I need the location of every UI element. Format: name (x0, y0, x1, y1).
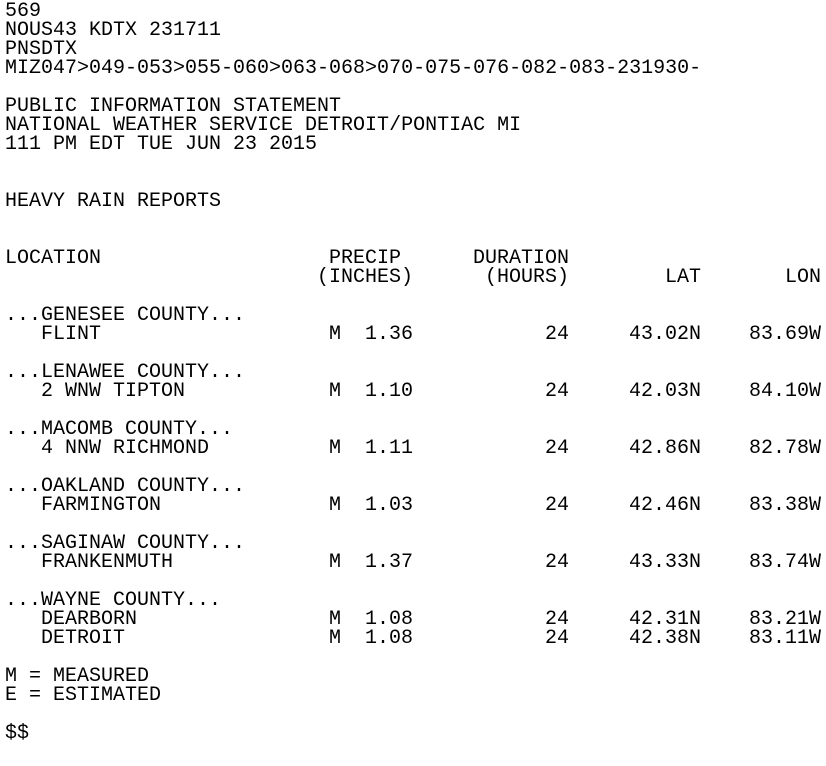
report-lon: 84.10W (748, 380, 821, 403)
report-duration: 24 (544, 437, 569, 460)
report-precip: 1.11 (364, 437, 413, 460)
issuing-office: NATIONAL WEATHER SERVICE DETROIT/PONTIAC MI (5, 114, 522, 137)
column-header-precip-unit: (INCHES) (317, 266, 414, 289)
column-header-duration: DURATION (473, 247, 570, 270)
issue-time: 111 PM EDT TUE JUN 23 2015 (5, 133, 318, 156)
report-type: M (329, 627, 342, 650)
column-header-location: LOCATION (5, 247, 102, 270)
report-precip: 1.08 (364, 627, 413, 650)
report-lon: 83.74W (748, 551, 821, 574)
legend-estimated: E = ESTIMATED (5, 684, 162, 707)
wmo-header: NOUS43 KDTX 231711 (5, 19, 222, 42)
county-heading: ...SAGINAW COUNTY... (5, 532, 246, 555)
report-lat: 42.31N (628, 608, 701, 631)
report-type: M (329, 551, 342, 574)
report-lat: 42.46N (628, 494, 701, 517)
county-list (5, 306, 826, 648)
report-type: M (329, 437, 342, 460)
spacer (5, 154, 826, 173)
table-row (5, 610, 826, 629)
column-header-precip: PRECIP (329, 247, 402, 270)
report-type: M (329, 608, 342, 631)
report-lat: 42.86N (628, 437, 701, 460)
report-location: DEARBORN (41, 608, 138, 631)
column-header-lon: LON (785, 266, 822, 289)
report-lat: 43.33N (628, 551, 701, 574)
report-type: M (329, 494, 342, 517)
end-of-product: $$ (5, 722, 30, 745)
awips-id: PNSDTX (5, 38, 78, 61)
county-heading: ...GENESEE COUNTY... (5, 304, 246, 327)
report-duration: 24 (544, 323, 569, 346)
report-lon: 83.11W (748, 627, 821, 650)
report-lat: 42.03N (628, 380, 701, 403)
report-lon: 83.21W (748, 608, 821, 631)
report-location: 4 NNW RICHMOND (41, 437, 210, 460)
report-type: M (329, 380, 342, 403)
table-header-row-2 (5, 268, 826, 287)
table-row (5, 553, 826, 572)
report-duration: 24 (544, 494, 569, 517)
report-location: DETROIT (41, 627, 126, 650)
table-row (5, 439, 826, 458)
report-location: FRANKENMUTH (41, 551, 174, 574)
report-duration: 24 (544, 608, 569, 631)
county-heading: ...LENAWEE COUNTY... (5, 361, 246, 384)
ugc-line: MIZ047>049-053>055-060>063-068>070-075-076-082-083-231930- (5, 57, 702, 80)
report-precip: 1.37 (364, 551, 413, 574)
column-header-lat: LAT (665, 266, 702, 289)
product-sequence: 569 (5, 0, 42, 23)
report-type: M (329, 323, 342, 346)
report-lat: 42.38N (628, 627, 701, 650)
spacer (5, 211, 826, 230)
report-duration: 24 (544, 627, 569, 650)
table-row (5, 325, 826, 344)
table-row (5, 382, 826, 401)
spacer (5, 230, 826, 249)
county-heading: ...WAYNE COUNTY... (5, 589, 222, 612)
table-header-row-1 (5, 249, 826, 268)
report-lon: 83.69W (748, 323, 821, 346)
report-precip: 1.36 (364, 323, 413, 346)
report-duration: 24 (544, 551, 569, 574)
report-duration: 24 (544, 380, 569, 403)
column-header-duration-unit: (HOURS) (485, 266, 570, 289)
report-lon: 82.78W (748, 437, 821, 460)
report-lon: 83.38W (748, 494, 821, 517)
table-row (5, 496, 826, 515)
report-location: 2 WNW TIPTON (41, 380, 186, 403)
county-heading: ...MACOMB COUNTY... (5, 418, 234, 441)
legend-measured: M = MEASURED (5, 665, 150, 688)
county-heading: ...OAKLAND COUNTY... (5, 475, 246, 498)
statement-title: PUBLIC INFORMATION STATEMENT (5, 95, 342, 118)
report-precip: 1.10 (364, 380, 413, 403)
spacer (5, 705, 826, 724)
report-precip: 1.03 (364, 494, 413, 517)
section-title: HEAVY RAIN REPORTS (5, 190, 222, 213)
report-location: FARMINGTON (41, 494, 162, 517)
report-location: FLINT (41, 323, 102, 346)
report-lat: 43.02N (628, 323, 701, 346)
table-row (5, 629, 826, 648)
report-precip: 1.08 (364, 608, 413, 631)
